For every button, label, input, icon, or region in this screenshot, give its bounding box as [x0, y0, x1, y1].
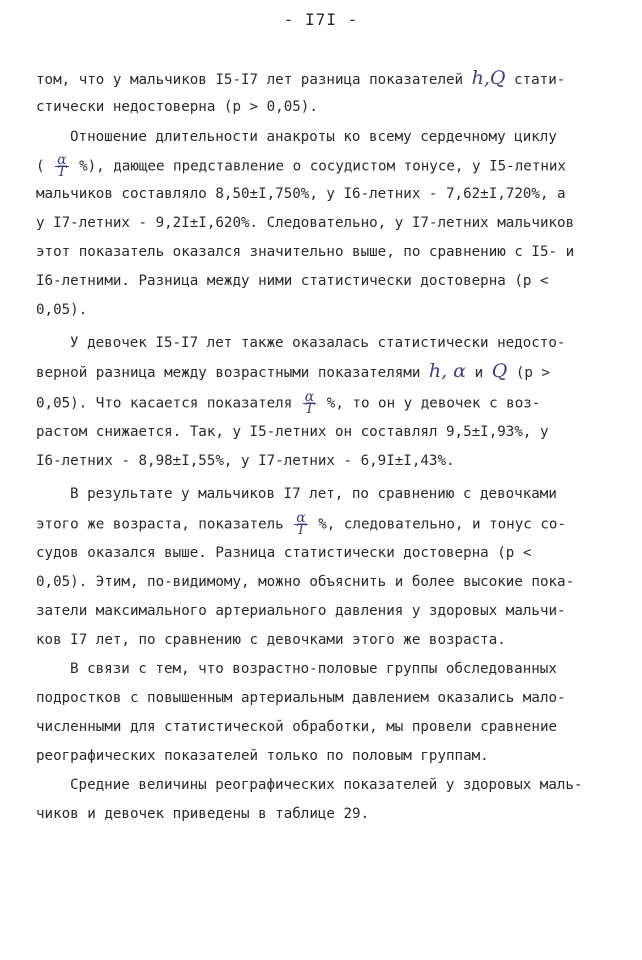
text-line: 0,05). [36, 302, 88, 318]
text-line: I6-летних - 8,98±I,55%, у I7-летних - 6,9I±I,43%. [36, 453, 455, 469]
text-line: растом снижается. Так, у I5-летних он составлял 9,5±I,93%, у [36, 424, 549, 440]
handwritten-symbols: h, α [428, 360, 467, 382]
text-line: затели максимального артериального давления у здоровых мальчи- [36, 603, 566, 619]
text-line: стически недостоверна (р > 0,05). [36, 99, 318, 115]
text-line: этот показатель оказался значительно выше, по сравнению с I5- и [36, 244, 575, 260]
handwritten-symbols: h,Q [471, 67, 506, 89]
fraction-alpha-over-t: $\frac{\alpha}{T}$ [57, 152, 67, 180]
text-line: численными для статистической обработки, мы провели сравнение [36, 719, 558, 735]
text-line: ков I7 лет, по сравнению с девочками этого же возраста. [36, 632, 506, 648]
text-line: 0,05). Что касается показателя $\frac{\alpha}{T}$ %, то он у девочек с воз- [36, 389, 541, 417]
text-line: этого же возраста, показатель $\frac{\alpha}{T}$ %, следовательно, и тонус со- [36, 510, 566, 538]
fraction-alpha-over-t: $\frac{\alpha}{T}$ [296, 510, 306, 538]
text-line: В результате у мальчиков I7 лет, по сравнению с девочками [70, 486, 557, 502]
page-number: - I7I - [283, 10, 359, 29]
text-line: I6-летними. Разница между ними статистически достоверна (р < [36, 273, 549, 289]
text-line: чиков и девочек приведены в таблице 29. [36, 806, 370, 822]
text-line: Средние величины реографических показателей у здоровых маль- [70, 777, 583, 793]
text-line: подростков с повышенным артериальным давлением оказались мало- [36, 690, 566, 706]
text-line: мальчиков составляло 8,50±I,750%, у I6-летних - 7,62±I,720%, а [36, 186, 566, 202]
text-line: У девочек I5-I7 лет также оказалась статистически недосто- [70, 335, 566, 351]
text-line: том, что у мальчиков I5-I7 лет разница показателей h,Q стати- [36, 67, 566, 89]
text-line: судов оказался выше. Разница статистически достоверна (р < [36, 545, 532, 561]
text-line: 0,05). Этим, по-видимому, можно объяснить и более высокие пока- [36, 574, 575, 590]
handwritten-symbols: Q [491, 360, 508, 382]
text-line: ( $\frac{\alpha}{T}$ %), дающее представление о сосудистом тонусе, у I5-летних [36, 152, 566, 180]
text-line: Отношение длительности анакроты ко всему сердечному циклу [70, 129, 557, 145]
fraction-alpha-over-t: $\frac{\alpha}{T}$ [304, 389, 315, 417]
text-line: В связи с тем, что возрастно-половые группы обследованных [70, 661, 557, 677]
text-line: реографических показателей только по половым группам. [36, 748, 489, 764]
text-line: у I7-летних - 9,2I±I,620%. Следовательно, у I7-летних мальчиков [36, 215, 575, 231]
text-line: верной разница между возрастными показателями h, α и Q (р > [36, 360, 550, 382]
